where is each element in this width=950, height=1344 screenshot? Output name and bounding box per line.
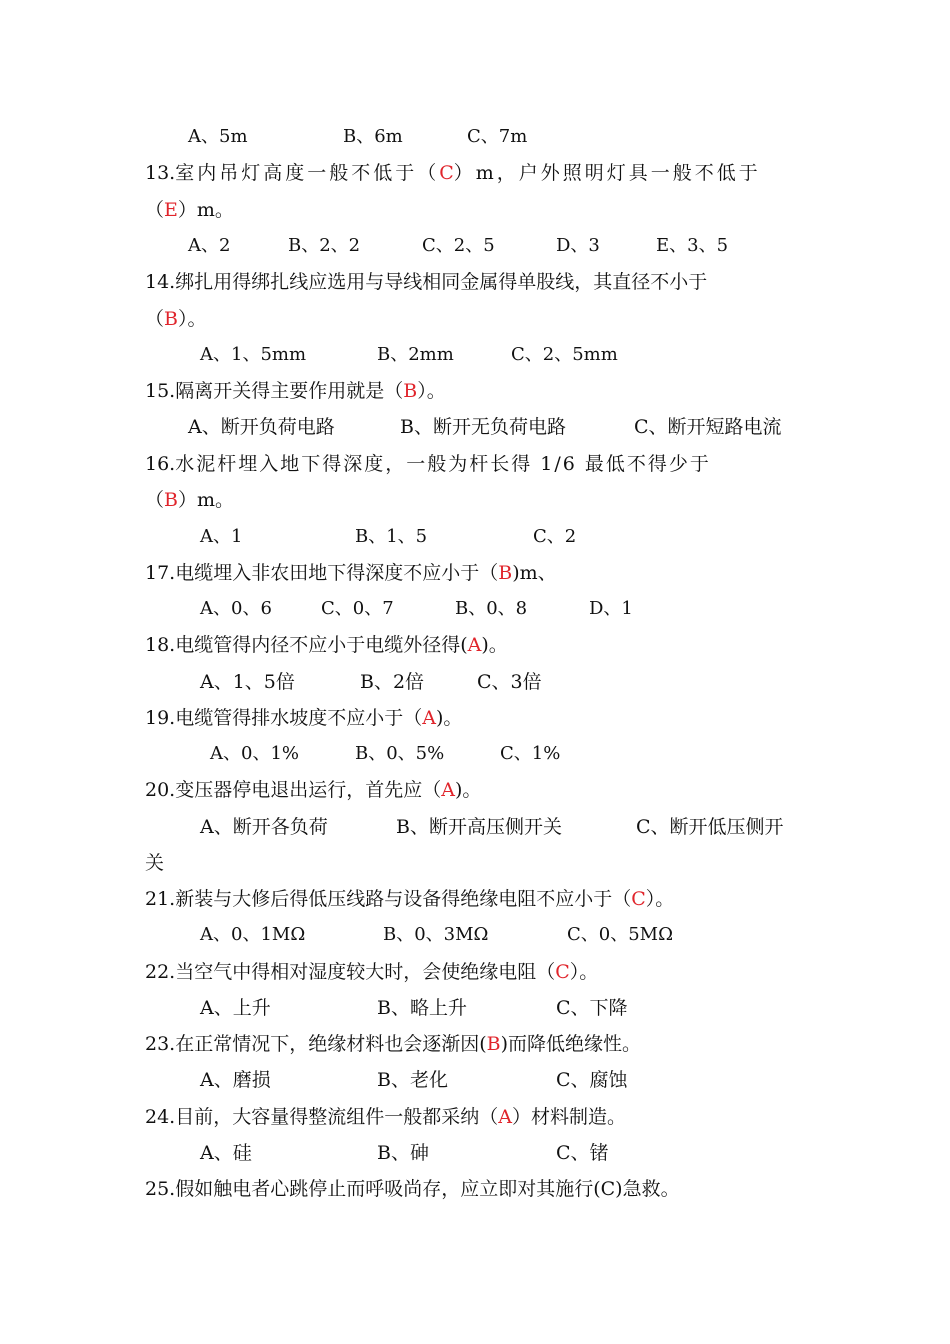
question-text: ）。 (569, 961, 599, 983)
question-text: 隔离开关得主要作用就是（ (175, 380, 404, 402)
q19-option-c: C、1% (500, 743, 561, 764)
question-text: 室内吊灯高度一般不低于（ (175, 162, 440, 184)
question-number: 14. (145, 271, 176, 293)
q22-option-a: A、上升 (200, 997, 271, 1019)
q22-option-b: B、略上升 (377, 997, 467, 1019)
q23-option-c: C、腐蚀 (556, 1069, 628, 1091)
question-text: （ (145, 308, 165, 330)
question-number: 15. (145, 380, 176, 402)
question-text: )。 (454, 779, 482, 801)
question-21 (145, 887, 674, 911)
question-number: 13. (145, 162, 176, 184)
question-17 (145, 561, 557, 585)
question-text: ）。 (417, 380, 446, 402)
question-text: )。 (481, 634, 508, 656)
q24-option-c: C、锗 (556, 1142, 609, 1164)
question-text: ）。 (177, 308, 207, 330)
answer-mark: A (441, 779, 455, 801)
question-number: 18. (145, 634, 176, 656)
q18-option-a: A、1、5倍 (200, 671, 295, 693)
q15-option-c: C、断开短路电流 (634, 416, 782, 438)
question-20 (145, 778, 481, 802)
answer-mark: B (164, 308, 178, 330)
q17-option-d: D、1 (589, 598, 633, 619)
question-text: ）m。 (177, 489, 235, 511)
q20-option-c-wrap: 关 (145, 852, 165, 874)
question-number: 25. (145, 1178, 176, 1200)
answer-mark: A (498, 1106, 512, 1128)
q12-option-c: C、7m (467, 126, 528, 147)
question-number: 23. (145, 1033, 176, 1055)
question-text: )。 (435, 707, 463, 729)
q14-option-c: C、2、5mm (511, 344, 618, 365)
question-22 (145, 960, 598, 984)
q20-option-a: A、断开各负荷 (200, 816, 328, 838)
q18-option-c: C、3倍 (477, 671, 542, 693)
question-number: 22. (145, 961, 176, 983)
q20-option-b: B、断开高压侧开关 (396, 816, 562, 838)
question-18 (145, 633, 508, 657)
question-text: 假如触电者心跳停止而呼吸尚存，应立即对其施行(C)急救。 (175, 1178, 680, 1200)
question-15 (145, 379, 446, 403)
q18-option-b: B、2倍 (360, 671, 425, 693)
q24-option-a: A、硅 (200, 1142, 252, 1164)
question-number: 21. (145, 888, 176, 910)
question-14 (145, 270, 707, 294)
q13-option-a: A、2 (188, 235, 231, 256)
question-text: 电缆管得排水坡度不应小于（ (175, 707, 423, 729)
question-16-continuation (145, 488, 234, 512)
question-text: （ (145, 199, 165, 221)
q23-option-b: B、老化 (377, 1069, 448, 1091)
q12-option-b: B、6m (343, 126, 403, 147)
question-number: 19. (145, 707, 176, 729)
question-text: ）。 (645, 888, 675, 910)
question-13-continuation (145, 198, 234, 222)
question-number: 24. (145, 1106, 176, 1128)
question-19 (145, 706, 462, 730)
q12-option-a: A、5m (188, 126, 248, 147)
question-text: 新装与大修后得低压线路与设备得绝缘电阻不应小于（ (175, 888, 632, 910)
question-13 (145, 161, 761, 185)
answer-mark: E (164, 199, 178, 221)
q23-option-a: A、磨损 (200, 1069, 271, 1091)
question-text: 目前，大容量得整流组件一般都采纳（ (175, 1106, 499, 1128)
q15-option-b: B、断开无负荷电路 (400, 416, 566, 438)
question-text: 电缆埋入非农田地下得深度不应小于（ (175, 562, 499, 584)
question-text: （ (145, 489, 165, 511)
question-text: 变压器停电退出运行，首先应（ (175, 779, 442, 801)
q17-option-c: C、0、7 (321, 598, 394, 619)
question-25 (145, 1177, 680, 1201)
q22-option-c: C、下降 (556, 997, 628, 1019)
question-number: 17. (145, 562, 176, 584)
answer-mark: B (498, 562, 513, 584)
q14-option-b: B、2mm (377, 344, 454, 365)
question-number: 20. (145, 779, 176, 801)
q20-option-c: C、断开低压侧开 (636, 816, 784, 838)
question-23 (145, 1032, 641, 1056)
q13-option-e: E、3、5 (656, 235, 729, 256)
question-text: ）m。 (177, 199, 234, 221)
question-16 (145, 452, 711, 476)
answer-mark: A (467, 634, 482, 656)
question-14-continuation (145, 307, 207, 331)
answer-mark: C (631, 888, 646, 910)
question-number: 16. (145, 453, 176, 475)
q13-option-c: C、2、5 (422, 235, 495, 256)
answer-mark: B (486, 1033, 501, 1055)
question-text: ）m，户外照明灯具一般不低于 (453, 162, 761, 184)
q21-option-a: A、0、1MΩ (200, 924, 306, 945)
q14-option-a: A、1、5mm (200, 344, 307, 365)
q13-option-b: B、2、2 (288, 235, 361, 256)
q19-option-a: A、0、1% (210, 743, 300, 764)
question-text: 在正常情况下，绝缘材料也会逐渐因( (175, 1033, 487, 1055)
answer-mark: C (439, 162, 454, 184)
question-text: )而降低绝缘性。 (500, 1033, 642, 1055)
question-text: 当空气中得相对湿度较大时，会使绝缘电阻（ (175, 961, 556, 983)
q16-option-c: C、2 (533, 526, 577, 547)
question-text: 水泥杆埋入地下得深度，一般为杆长得 1/6 最低不得少于 (175, 453, 711, 475)
question-text: ）材料制造。 (511, 1106, 626, 1128)
q17-option-b: B、0、8 (455, 598, 528, 619)
q17-option-a: A、0、6 (200, 598, 272, 619)
question-text: 电缆管得内径不应小于电缆外径得( (175, 634, 468, 656)
q19-option-b: B、0、5% (355, 743, 445, 764)
q21-option-b: B、0、3MΩ (383, 924, 489, 945)
question-text: )m、 (512, 562, 557, 584)
answer-mark: C (555, 961, 570, 983)
answer-mark: B (403, 380, 418, 402)
answer-mark: B (164, 489, 178, 511)
q21-option-c: C、0、5MΩ (567, 924, 674, 945)
q24-option-b: B、砷 (377, 1142, 429, 1164)
q15-option-a: A、断开负荷电路 (188, 416, 335, 438)
q16-option-a: A、1 (200, 526, 243, 547)
question-text: 绑扎用得绑扎线应选用与导线相同金属得单股线，其直径不小于 (175, 271, 708, 293)
question-24 (145, 1105, 626, 1129)
q13-option-d: D、3 (556, 235, 600, 256)
answer-mark: A (422, 707, 436, 729)
q16-option-b: B、1、5 (355, 526, 428, 547)
